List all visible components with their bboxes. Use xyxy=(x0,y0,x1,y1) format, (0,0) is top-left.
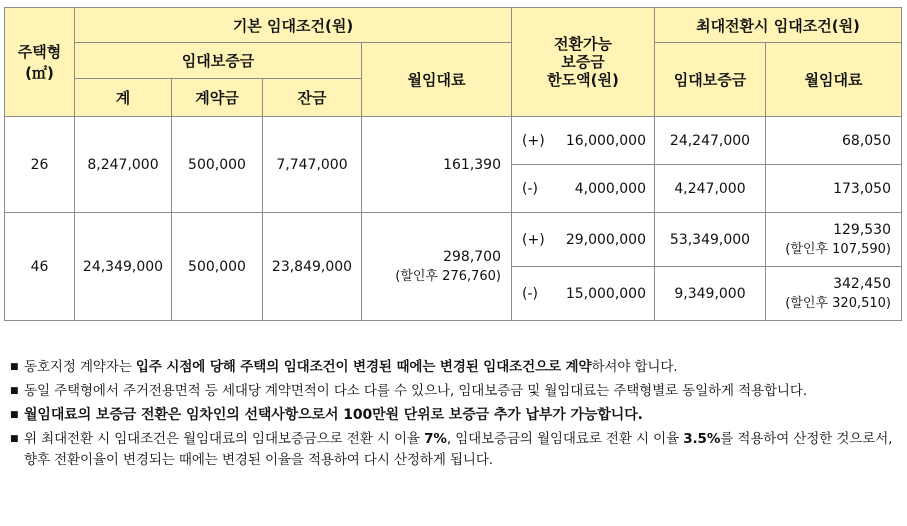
bullet-icon: ■ xyxy=(10,386,19,396)
convertible-limit-header xyxy=(512,8,655,117)
unit-type-label: 주택형 xyxy=(17,43,62,61)
conversion-option-cell xyxy=(512,117,655,165)
rent-cell xyxy=(362,213,512,321)
bullet-icon: ■ xyxy=(10,434,19,444)
notes-list xyxy=(10,357,900,471)
note-text xyxy=(24,357,900,378)
deposit-header: 임대보증금 xyxy=(75,43,362,79)
max-deposit-cell: 53,349,000 xyxy=(655,213,766,267)
total-cell: 24,349,000 xyxy=(75,213,172,321)
note-text-emphasis: 7% xyxy=(424,431,447,447)
sign-minus: (-) xyxy=(522,180,538,197)
rent-value: 161,390 xyxy=(443,156,501,173)
rent-discount: (할인후 276,760) xyxy=(395,269,501,284)
unit-type-cell: 46 xyxy=(5,213,75,321)
note-text-part: 를 적용하여 산정한 것으로서, 향후 전환이율이 변경되는 때에는 변경된 이율을 적용하여 다시 산정하게 됩니다. xyxy=(24,431,893,468)
limit-value: 15,000,000 xyxy=(565,285,646,302)
conversion-option-cell xyxy=(512,213,655,267)
conversion-option-cell xyxy=(512,267,655,321)
total-header: 계 xyxy=(75,79,172,117)
max-rent-discount: (할인후 320,510) xyxy=(785,296,891,311)
table-row xyxy=(5,117,902,165)
sign-plus: (+) xyxy=(522,231,545,248)
balance-cell: 23,849,000 xyxy=(263,213,362,321)
max-rent-value: 129,530 xyxy=(833,222,891,238)
contract-fee-header: 계약금 xyxy=(172,79,263,117)
note-text-part: , 임대보증금의 월임대료로 전환 시 이율 xyxy=(446,431,684,447)
note-item xyxy=(10,381,900,402)
note-text-part: 동호지정 계약자는 xyxy=(24,359,136,375)
conversion-option-cell xyxy=(512,165,655,213)
rent-cell xyxy=(362,117,512,213)
note-item xyxy=(10,405,900,426)
note-text-emphasis: 입주 시점에 당해 주택의 임대조건이 변경된 때에는 변경된 임대조건으로 계약 xyxy=(135,359,592,375)
max-monthly-rent-header: 월임대료 xyxy=(766,43,902,117)
total-cell: 8,247,000 xyxy=(75,117,172,213)
max-rent-cell: 173,050 xyxy=(766,165,902,213)
convertible-line-1: 전환가능 xyxy=(554,35,612,53)
max-rent-cell: 68,050 xyxy=(766,117,902,165)
sign-minus: (-) xyxy=(522,285,538,302)
bullet-icon: ■ xyxy=(10,362,19,372)
unit-type-cell: 26 xyxy=(5,117,75,213)
convertible-line-3: 한도액(원) xyxy=(547,71,619,89)
note-text: 동일 주택형에서 주거전용면적 등 세대당 계약면적이 다소 다를 수 있으나, 임대보증금 및 월임대료는 주택형별로 동일하게 적용합니다. xyxy=(24,383,808,399)
max-rent-cell xyxy=(766,213,902,267)
contract-fee-cell: 500,000 xyxy=(172,117,263,213)
max-deposit-cell: 24,247,000 xyxy=(655,117,766,165)
table-row xyxy=(5,213,902,267)
sign-plus: (+) xyxy=(522,132,545,149)
rent-value: 298,700 xyxy=(443,249,501,265)
max-deposit-cell: 9,349,000 xyxy=(655,267,766,321)
note-item xyxy=(10,357,900,378)
max-terms-header: 최대전환시 임대조건(원) xyxy=(655,8,902,43)
max-rent-cell xyxy=(766,267,902,321)
max-deposit-cell: 4,247,000 xyxy=(655,165,766,213)
balance-header: 잔금 xyxy=(263,79,362,117)
note-text-emphasis: 3.5% xyxy=(683,431,721,447)
balance-cell: 7,747,000 xyxy=(263,117,362,213)
note-text: 월임대료의 보증금 전환은 임차인의 선택사항으로서 100만원 단위로 보증금 추가 납부가 가능합니다. xyxy=(24,407,643,423)
limit-value: 29,000,000 xyxy=(565,231,646,248)
rent-conditions-table xyxy=(4,7,902,321)
note-text-part: 하셔야 합니다. xyxy=(591,359,678,375)
basic-terms-header: 기본 임대조건(원) xyxy=(75,8,512,43)
note-text xyxy=(24,429,900,471)
max-deposit-header: 임대보증금 xyxy=(655,43,766,117)
unit-type-unit: (㎡) xyxy=(25,64,54,82)
note-item xyxy=(10,429,900,471)
limit-value: 4,000,000 xyxy=(574,180,646,197)
unit-type-header xyxy=(5,8,75,117)
max-rent-value: 342,450 xyxy=(833,276,891,292)
convertible-line-2: 보증금 xyxy=(561,53,605,71)
contract-fee-cell: 500,000 xyxy=(172,213,263,321)
note-text-part: 위 최대전환 시 임대조건은 월임대료의 임대보증금으로 전환 시 이율 xyxy=(24,431,425,447)
monthly-rent-header: 월임대료 xyxy=(362,43,512,117)
bullet-icon: ■ xyxy=(10,410,19,420)
max-rent-discount: (할인후 107,590) xyxy=(785,242,891,257)
limit-value: 16,000,000 xyxy=(565,132,646,149)
